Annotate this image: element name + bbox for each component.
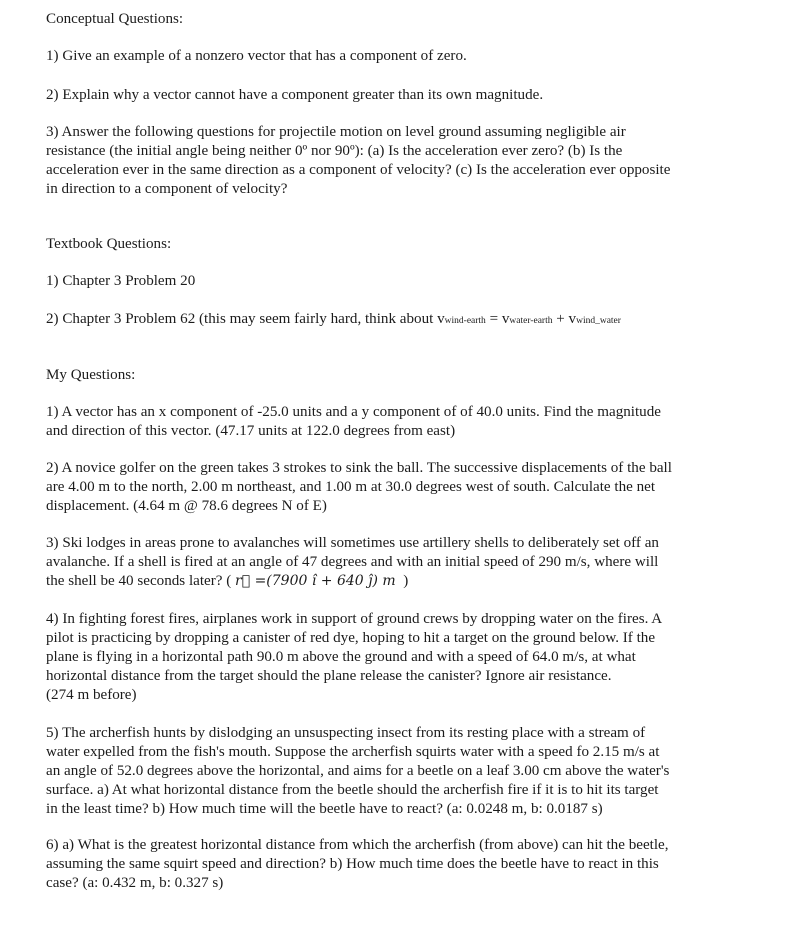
text-line: plane is flying in a horizontal path 90.0 m above the ground and with a speed of 64.0 m/s, at what xyxy=(46,649,636,665)
text-line: 6) a) What is the greatest horizontal distance from which the archerfish (from above) can hit the beetle, xyxy=(46,837,669,853)
conceptual-question-2: 2) Explain why a vector cannot have a component greater than its own magnitude. xyxy=(46,87,544,103)
text-line: displacement. (4.64 m @ 78.6 degrees N of E) xyxy=(46,498,327,514)
conceptual-question-3 xyxy=(46,123,746,199)
subscript-wind-water: wind_water xyxy=(576,316,621,326)
my-question-1 xyxy=(46,403,746,441)
question-text: the shell be 40 seconds later? ( xyxy=(46,573,236,589)
textbook-heading: Textbook Questions: xyxy=(46,236,172,252)
conceptual-heading: Conceptual Questions: xyxy=(46,11,184,27)
text-line: acceleration ever in the same direction as a component of velocity? (c) Is the acceleration ever opposite xyxy=(46,162,671,178)
text-line: pilot is practicing by dropping a canister of red dye, hoping to hit a target on the ground below. If the xyxy=(46,630,656,646)
text-line: an angle of 52.0 degrees above the horizontal, and aims for a beetle on a leaf 3.00 cm above the water's xyxy=(46,763,670,779)
text-line: assuming the same squirt speed and direction? b) How much time does the beetle have to react in this xyxy=(46,856,659,872)
question-text: 2) Chapter 3 Problem 62 (this may seem fairly hard, think about xyxy=(46,311,438,327)
text-line: 3) Answer the following questions for projectile motion on level ground assuming negligible air xyxy=(46,124,626,140)
text-line: water expelled from the fish's mouth. Suppose the archerfish squirts water with a speed fo 2.15 m/s at xyxy=(46,744,660,760)
text-line: in the least time? b) How much time will the beetle have to react? (a: 0.0248 m, b: 0.0187 s) xyxy=(46,801,603,817)
text-line: horizontal distance from the target should the plane release the canister? Ignore air resistance. xyxy=(46,668,612,684)
my-question-2 xyxy=(46,459,746,516)
velocity-symbol: v xyxy=(437,311,445,327)
my-question-3 xyxy=(46,534,746,591)
answer-vector-expression: r⃗ =(7900 î + 640 ĵ) m xyxy=(235,573,396,589)
plus-sign: + xyxy=(552,311,569,327)
textbook-question-1: 1) Chapter 3 Problem 20 xyxy=(46,273,196,289)
my-question-5 xyxy=(46,724,746,819)
text-line: case? (a: 0.432 m, b: 0.327 s) xyxy=(46,875,224,891)
text-line xyxy=(46,572,746,591)
velocity-symbol: v xyxy=(568,311,577,327)
textbook-question-2 xyxy=(46,310,746,331)
text-line: resistance (the initial angle being neither 0º nor 90º): (a) Is the acceleration ever zero? (b) Is the xyxy=(46,143,623,159)
text-line: 5) The archerfish hunts by dislodging an unsuspecting insect from its resting place with a stream of xyxy=(46,725,646,741)
text-line: 3) Ski lodges in areas prone to avalanches will sometimes use artillery shells to deliberately set off an xyxy=(46,535,659,551)
my-question-4 xyxy=(46,610,746,705)
text-line: and direction of this vector. (47.17 units at 122.0 degrees from east) xyxy=(46,423,456,439)
conceptual-question-1: 1) Give an example of a nonzero vector that has a component of zero. xyxy=(46,48,467,64)
velocity-symbol: v xyxy=(501,311,510,327)
text-line: 1) A vector has an x component of -25.0 units and a y component of of 40.0 units. Find the magnitude xyxy=(46,404,661,420)
text-line: surface. a) At what horizontal distance from the beetle should the archerfish fire if it is to hit its target xyxy=(46,782,659,798)
text-line: avalanche. If a shell is fired at an angle of 47 degrees and with an initial speed of 290 m/s, where will xyxy=(46,554,659,570)
text-line: 4) In fighting forest fires, airplanes work in support of ground crews by dropping water on the fires. A xyxy=(46,611,663,627)
my-question-6 xyxy=(46,836,746,893)
text-line: in direction to a component of velocity? xyxy=(46,181,288,197)
text-line: (274 m before) xyxy=(46,687,137,703)
subscript-water-earth: water-earth xyxy=(509,316,553,326)
subscript-wind-earth: wind-earth xyxy=(444,316,486,326)
equals-sign: = xyxy=(485,311,502,327)
my-questions-heading: My Questions: xyxy=(46,367,136,383)
text-line: are 4.00 m to the north, 2.00 m northeast, and 1.00 m at 30.0 degrees west of south. Calculate the net xyxy=(46,479,656,495)
closing-paren: ) xyxy=(395,573,409,589)
text-line: 2) A novice golfer on the green takes 3 strokes to sink the ball. The successive displacements of the ball xyxy=(46,460,672,476)
